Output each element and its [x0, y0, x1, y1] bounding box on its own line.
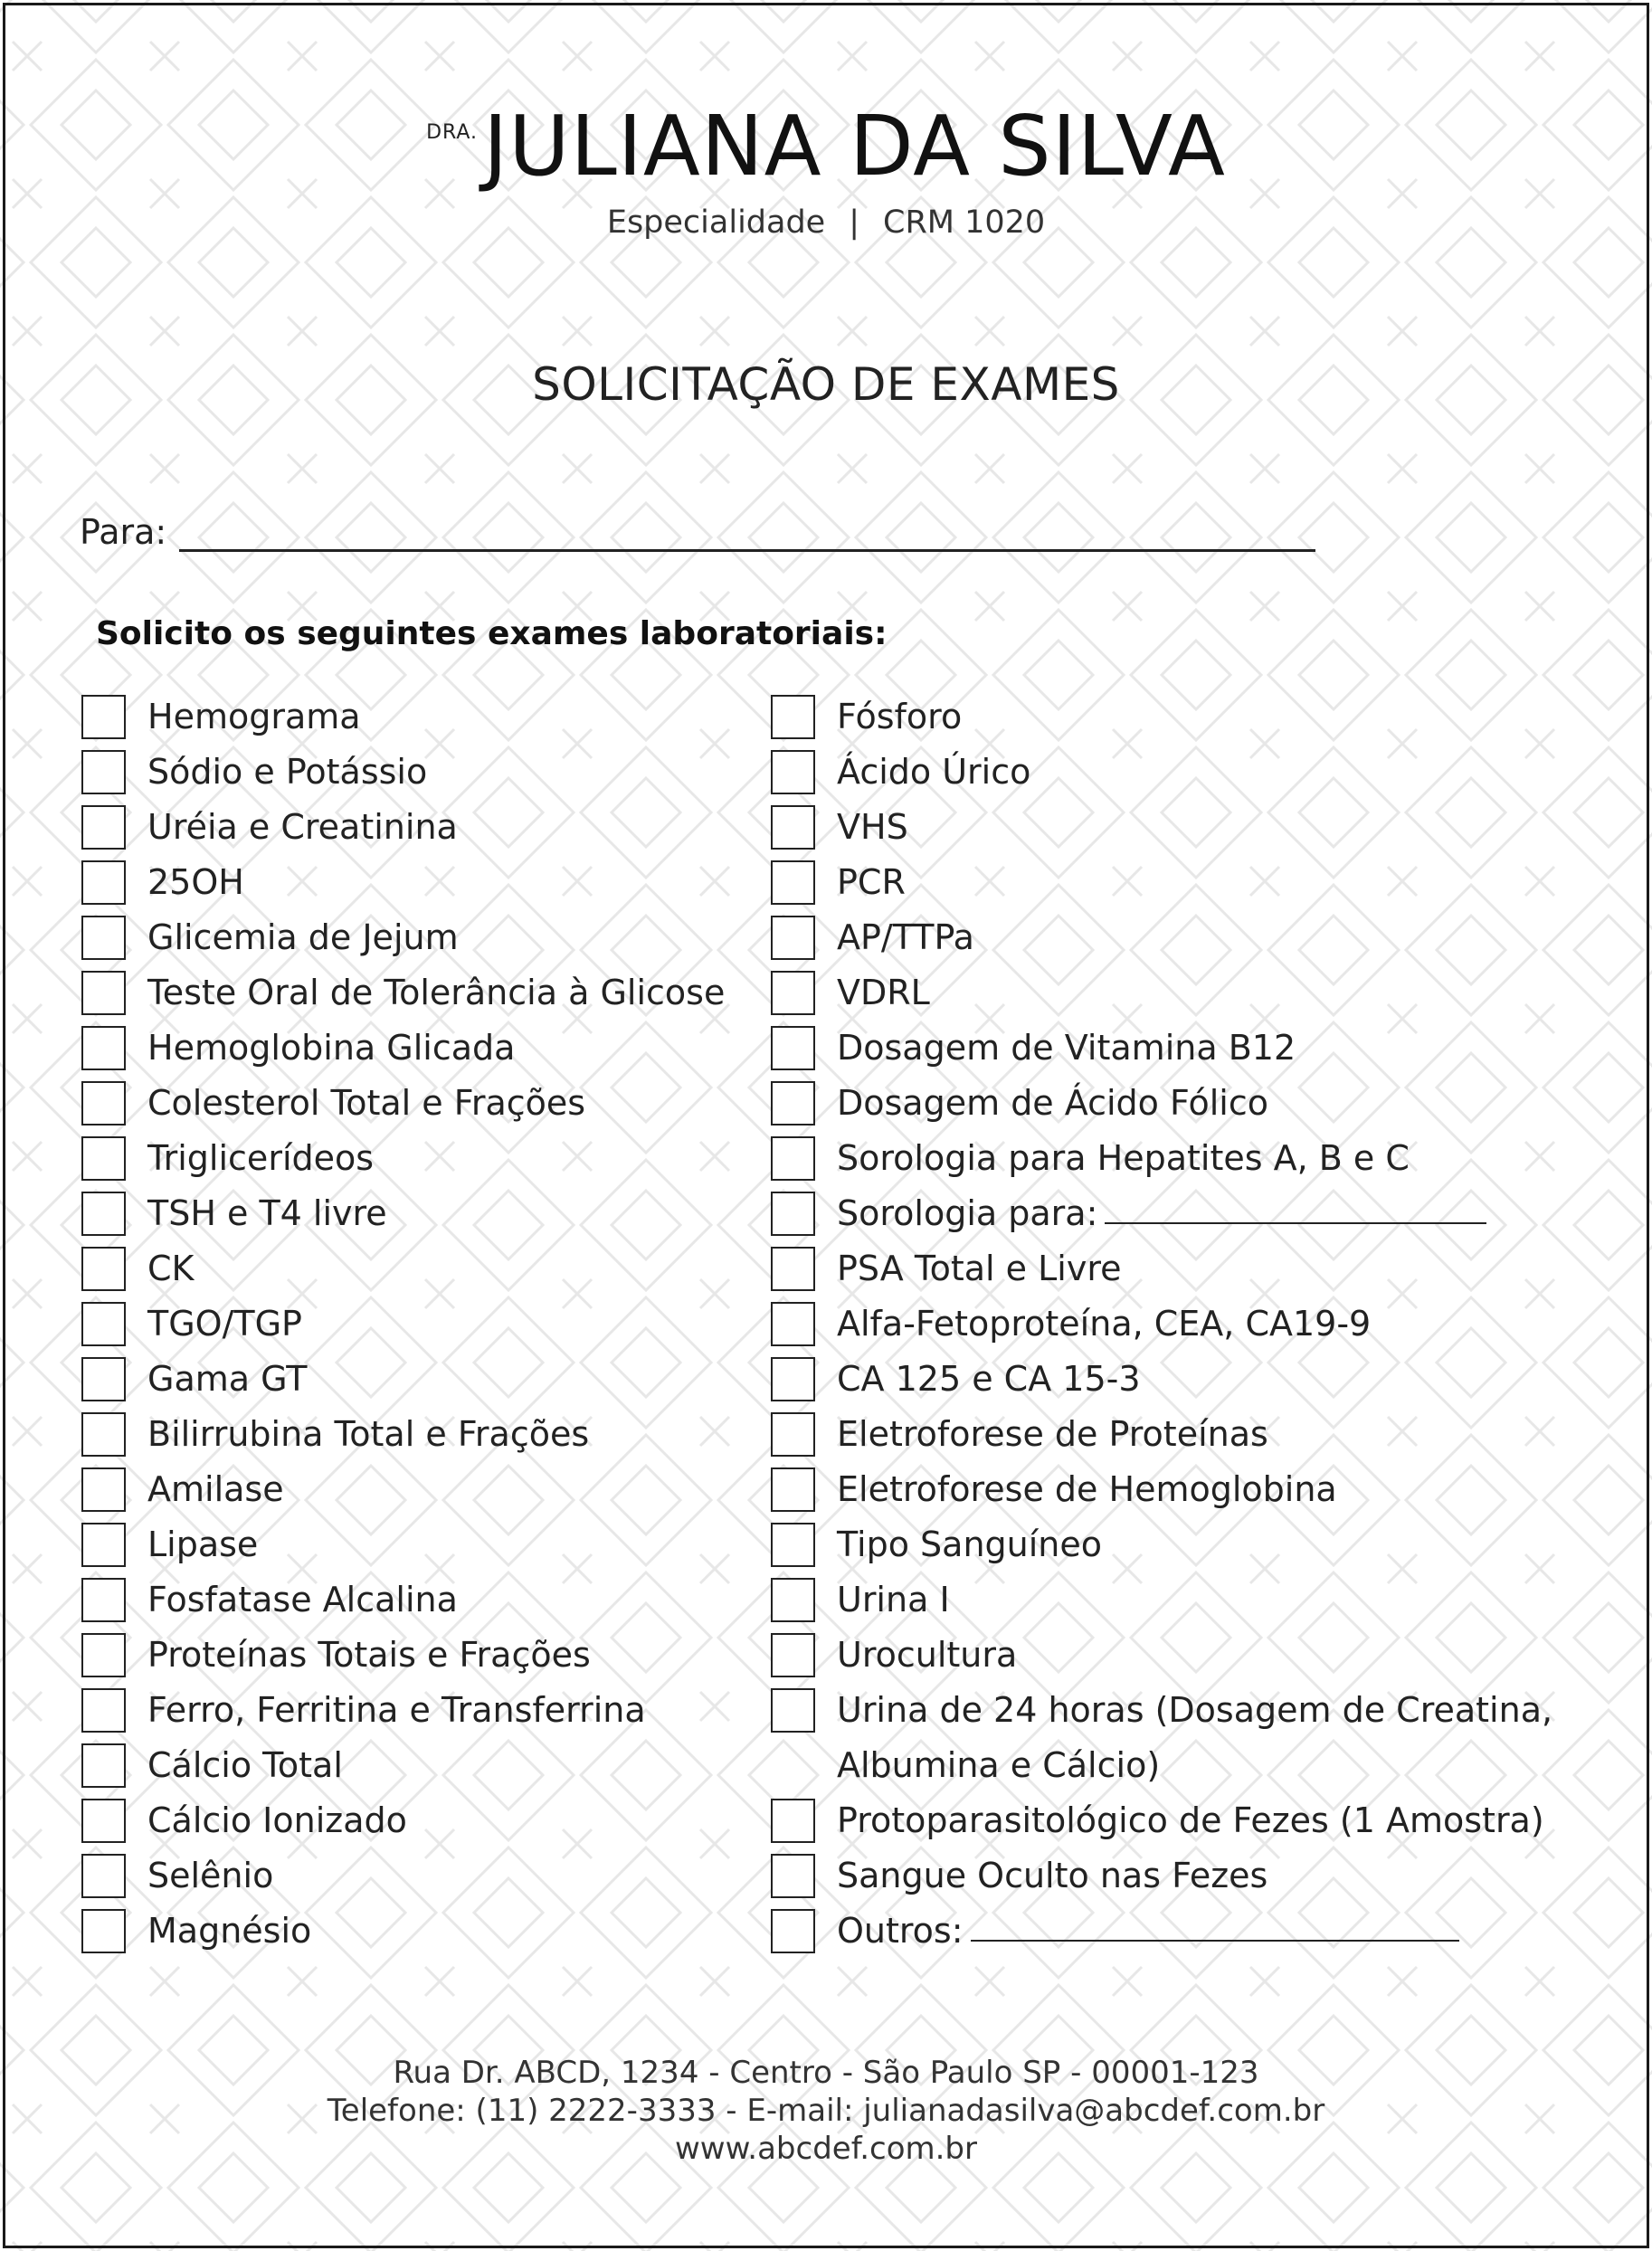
exam-checkbox[interactable] [81, 1909, 126, 1953]
exam-label: Hemoglobina Glicada [147, 1028, 516, 1068]
exam-checkbox[interactable] [81, 916, 126, 960]
exam-checkbox[interactable] [81, 1357, 126, 1401]
exam-checkbox[interactable] [771, 1909, 815, 1953]
exam-label: Cálcio Total [147, 1745, 343, 1785]
exam-item [771, 1517, 1552, 1572]
exam-label: Fósforo [837, 697, 963, 736]
exam-label: Tipo Sanguíneo [837, 1524, 1103, 1564]
exam-item [771, 1241, 1552, 1296]
exam-label: Gama GT [147, 1359, 308, 1399]
exam-checkbox[interactable] [81, 805, 126, 850]
exam-item [81, 1076, 725, 1131]
exam-label: Eletroforese de Proteínas [837, 1414, 1268, 1454]
exam-checkbox[interactable] [81, 695, 126, 739]
exam-label: Urina I [837, 1580, 950, 1619]
doctor-credentials [0, 204, 1652, 241]
exam-label: Triglicerídeos [147, 1138, 375, 1178]
exam-label: Ferro, Ferritina e Transferrina [147, 1690, 646, 1730]
exam-label: Proteínas Totais e Frações [147, 1635, 591, 1675]
exam-item [771, 1904, 1552, 1959]
exam-item [81, 1352, 725, 1407]
exam-checkbox[interactable] [81, 1688, 126, 1733]
credentials-separator: | [849, 204, 860, 241]
exam-label: PSA Total e Livre [837, 1249, 1122, 1288]
exam-label: Dosagem de Vitamina B12 [837, 1028, 1296, 1068]
exam-checkbox[interactable] [81, 1854, 126, 1898]
exam-checkbox[interactable] [771, 1523, 815, 1567]
exam-checkbox[interactable] [81, 1743, 126, 1788]
exam-item [771, 800, 1552, 855]
exam-label: CK [147, 1249, 195, 1288]
exam-list-right [771, 689, 1552, 1959]
exam-label: Eletroforese de Hemoglobina [837, 1469, 1337, 1509]
exam-label: Colesterol Total e Frações [147, 1083, 586, 1123]
exam-label: Ácido Úrico [837, 752, 1031, 792]
exam-item [771, 1186, 1552, 1241]
exam-label: Uréia e Creatinina [147, 807, 458, 847]
exam-item [81, 1738, 725, 1793]
exam-checkbox[interactable] [81, 1523, 126, 1567]
other-exams-input-line[interactable] [971, 1904, 1459, 1942]
exam-item [771, 1021, 1552, 1076]
exam-label: TGO/TGP [147, 1304, 302, 1344]
recipient-label: Para: [80, 512, 167, 552]
exam-item [81, 1793, 725, 1848]
exam-label: CA 125 e CA 15-3 [837, 1359, 1141, 1399]
exam-label: Outros: [837, 1911, 964, 1951]
exam-checkbox[interactable] [771, 1412, 815, 1457]
exam-item [771, 965, 1552, 1021]
exam-item [771, 1462, 1552, 1517]
exam-checkbox[interactable] [771, 1136, 815, 1181]
exam-checkbox[interactable] [771, 805, 815, 850]
exam-checkbox[interactable] [771, 1026, 815, 1070]
exam-checkbox[interactable] [771, 1247, 815, 1291]
serology-input-line[interactable] [1105, 1186, 1486, 1224]
exam-label: VDRL [837, 973, 930, 1012]
exam-item [771, 1793, 1552, 1848]
exam-item [81, 1628, 725, 1683]
exam-item [771, 1352, 1552, 1407]
exam-item [81, 1848, 725, 1904]
exam-item [771, 689, 1552, 745]
exam-label: 25OH [147, 862, 244, 902]
exam-list-left [81, 689, 725, 1959]
exam-item [771, 1076, 1552, 1131]
exam-checkbox[interactable] [81, 1578, 126, 1622]
exam-item [771, 1296, 1552, 1352]
exam-checkbox[interactable] [771, 1467, 815, 1512]
exam-item [771, 1572, 1552, 1628]
exam-item [81, 1021, 725, 1076]
exam-item [81, 800, 725, 855]
intro-text: Solicito os seguintes exames laboratoriais: [96, 615, 888, 652]
exam-checkbox[interactable] [771, 1357, 815, 1401]
exam-checkbox[interactable] [771, 1688, 815, 1733]
exam-item [81, 910, 725, 965]
exam-label: Amilase [147, 1469, 284, 1509]
footer-contact [0, 2054, 1652, 2168]
doctor-name: JULIANA DA SILVA [483, 98, 1226, 195]
exam-item [771, 1131, 1552, 1186]
exam-label: Sódio e Potássio [147, 752, 428, 792]
exam-checkbox[interactable] [771, 860, 815, 905]
exam-label-line-2: Albumina e Cálcio) [837, 1745, 1161, 1785]
exam-label: Alfa-Fetoproteína, CEA, CA19-9 [837, 1304, 1372, 1344]
exam-item [81, 1241, 725, 1296]
exam-checkbox[interactable] [771, 695, 815, 739]
exam-item [81, 689, 725, 745]
exam-label-line-1: Urina de 24 horas (Dosagem de Creatina, [837, 1690, 1553, 1730]
exam-item [81, 1517, 725, 1572]
exam-checkbox[interactable] [771, 1854, 815, 1898]
exam-item [771, 1407, 1552, 1462]
exam-label: Hemograma [147, 697, 361, 736]
exam-checkbox[interactable] [81, 1633, 126, 1677]
exam-checkbox[interactable] [771, 1633, 815, 1677]
exam-label: Dosagem de Ácido Fólico [837, 1083, 1269, 1123]
exam-checkbox[interactable] [81, 1799, 126, 1843]
exam-item [771, 1848, 1552, 1904]
footer-address: Rua Dr. ABCD, 1234 - Centro - São Paulo SP - 00001-123 [393, 2055, 1259, 2091]
exam-checkbox[interactable] [81, 860, 126, 905]
exam-label: Lipase [147, 1524, 259, 1564]
form-title: SOLICITAÇÃO DE EXAMES [532, 358, 1120, 411]
exam-item [81, 1683, 725, 1738]
exam-label: Bilirrubina Total e Frações [147, 1414, 590, 1454]
exam-checkbox[interactable] [81, 1192, 126, 1236]
exam-checkbox[interactable] [771, 916, 815, 960]
exam-item [81, 1296, 725, 1352]
exam-item [81, 965, 725, 1021]
exam-label: Sorologia para: [837, 1193, 1098, 1233]
exam-item [81, 855, 725, 910]
exam-checkbox[interactable] [81, 1081, 126, 1126]
exam-label: Sorologia para Hepatites A, B e C [837, 1138, 1410, 1178]
exam-checkbox[interactable] [771, 1192, 815, 1236]
exam-item [81, 745, 725, 800]
exam-checkbox[interactable] [81, 1467, 126, 1512]
exam-item [771, 910, 1552, 965]
exam-item [81, 1904, 725, 1959]
specialty-text: Especialidade [606, 204, 826, 241]
exam-checkbox[interactable] [771, 1081, 815, 1126]
exam-checkbox[interactable] [81, 1026, 126, 1070]
exam-checkbox[interactable] [771, 1799, 815, 1843]
crm-text: CRM 1020 [883, 204, 1046, 241]
exam-checkbox[interactable] [771, 750, 815, 794]
exam-checkbox[interactable] [81, 971, 126, 1015]
recipient-row [80, 512, 1315, 552]
footer-contact-line: Telefone: (11) 2222-3333 - E-mail: julianadasilva@abcdef.com.br [327, 2093, 1325, 2129]
exam-label: AP/TTPa [837, 917, 974, 957]
exam-item [771, 1683, 1552, 1793]
exam-label: Urocultura [837, 1635, 1018, 1675]
exam-label: VHS [837, 807, 908, 847]
exam-item [81, 1462, 725, 1517]
doctor-header [0, 98, 1652, 195]
exam-checkbox[interactable] [81, 1136, 126, 1181]
exam-item [81, 1186, 725, 1241]
exam-checkbox[interactable] [81, 1247, 126, 1291]
exam-checkbox[interactable] [81, 1412, 126, 1457]
exam-label: TSH e T4 livre [147, 1193, 387, 1233]
exam-item [81, 1407, 725, 1462]
exam-item [771, 855, 1552, 910]
exam-label: Protoparasitológico de Fezes (1 Amostra) [837, 1800, 1544, 1840]
exam-label: Fosfatase Alcalina [147, 1580, 458, 1619]
exam-label: Magnésio [147, 1911, 312, 1951]
exam-item [81, 1572, 725, 1628]
exam-item [81, 1131, 725, 1186]
exam-checkbox[interactable] [81, 750, 126, 794]
exam-label: Cálcio Ionizado [147, 1800, 407, 1840]
exam-checkbox[interactable] [771, 971, 815, 1015]
exam-label: Selênio [147, 1856, 274, 1895]
footer-website: www.abcdef.com.br [674, 2131, 977, 2167]
exam-item [771, 745, 1552, 800]
exam-checkbox[interactable] [81, 1302, 126, 1346]
recipient-input-line[interactable] [179, 513, 1315, 552]
exam-label: PCR [837, 862, 906, 902]
exam-label: Glicemia de Jejum [147, 917, 459, 957]
exam-item [771, 1628, 1552, 1683]
exam-checkbox[interactable] [771, 1302, 815, 1346]
exam-label: Sangue Oculto nas Fezes [837, 1856, 1268, 1895]
doctor-title-prefix: DRA. [426, 121, 479, 144]
exam-label-group [837, 1683, 1552, 1793]
exam-label: Teste Oral de Tolerância à Glicose [147, 973, 726, 1012]
exam-checkbox[interactable] [771, 1578, 815, 1622]
